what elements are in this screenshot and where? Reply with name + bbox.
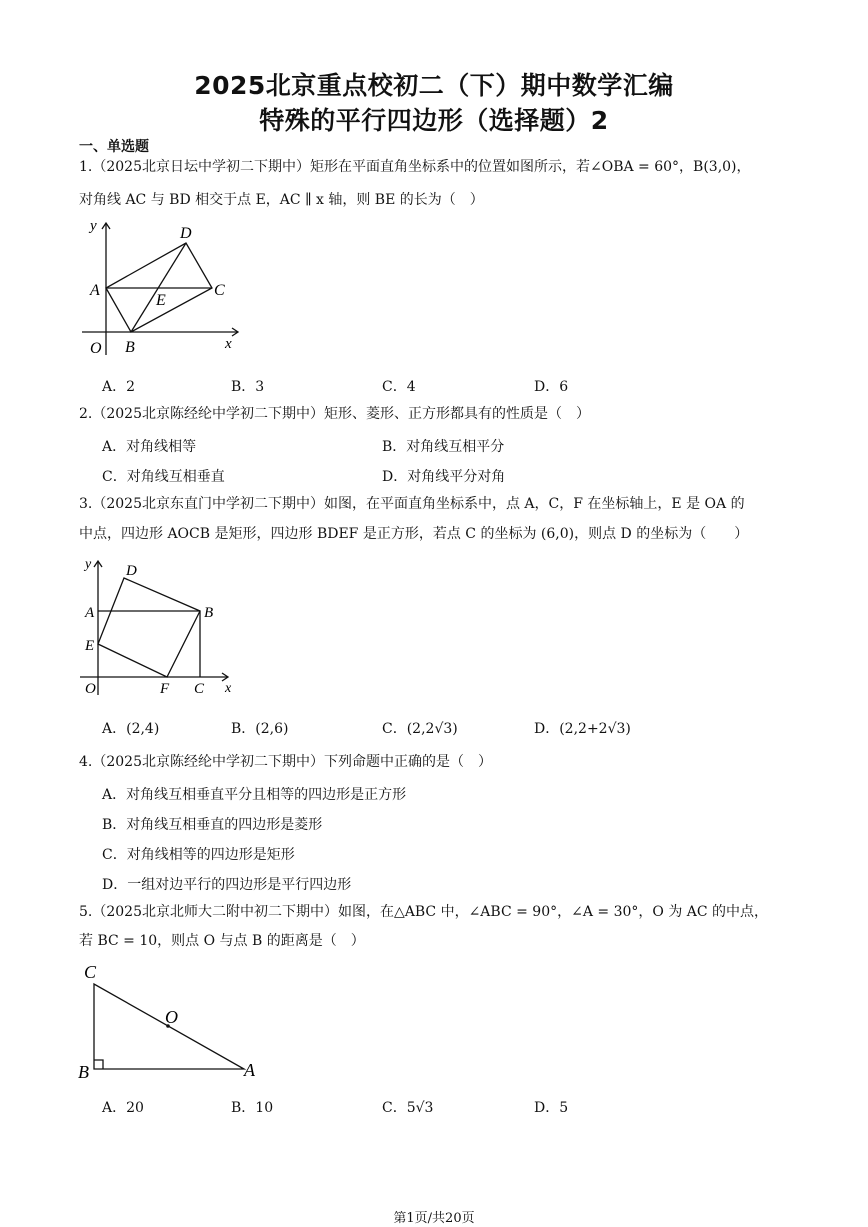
fig3-b-label: B [204,605,214,621]
q5-option-b[interactable]: B．10 [231,1100,274,1116]
q4-option-b[interactable]: B．对角线互相垂直的四边形是菱形 [102,817,323,833]
q1-option-d[interactable]: D．6 [534,379,569,395]
q5-option-d[interactable]: D．5 [534,1100,569,1116]
q3-option-a[interactable]: A．(2,4) [102,721,160,737]
q4-option-d[interactable]: D．一组对边平行的四边形是平行四边形 [102,877,352,893]
question-1-line1: 1.（2025北京日坛中学初二下期中）矩形在平面直角坐标系中的位置如图所示，若∠OBA = 60°，B(3,0)， [79,159,751,175]
question-1-figure [80,215,245,360]
question-3-figure [80,553,240,698]
fig5-c-label: C [84,962,97,982]
fig1-d-label: D [180,225,192,242]
q3-option-c[interactable]: C．(2,2√3) [382,721,458,737]
question-5-figure [78,960,263,1085]
q3-option-d[interactable]: D．(2,2+2√3) [534,721,631,737]
q1-option-c[interactable]: C．4 [382,379,416,395]
q4-option-c[interactable]: C．对角线相等的四边形是矩形 [102,847,295,863]
page-title: 2025北京重点校初二（下）期中数学汇编 [194,71,674,100]
q2-option-c[interactable]: C．对角线互相垂直 [102,469,225,485]
fig1-x-label: x [225,336,232,352]
q2-option-d[interactable]: D．对角线平分对角 [382,469,506,485]
fig3-f-label: F [160,681,170,697]
question-3-line2: 中点，四边形 AOCB 是矩形，四边形 BDEF 是正方形，若点 C 的坐标为 (6,0)，则点 D 的坐标为（ ） [79,526,749,542]
q1-option-b[interactable]: B．3 [231,379,265,395]
fig1-y-label: y [90,218,97,234]
q5-option-c[interactable]: C．5√3 [382,1100,434,1116]
fig5-b-label: B [78,1062,89,1082]
question-5-line1: 5.（2025北京北师大二附中初二下期中）如图，在△ABC 中，∠ABC = 90°，∠A = 30°，O 为 AC 的中点， [79,904,769,920]
q4-option-a[interactable]: A．对角线互相垂直平分且相等的四边形是正方形 [102,787,407,803]
q3-option-b[interactable]: B．(2,6) [231,721,289,737]
fig1-e-label: E [156,292,166,309]
fig3-y-label: y [85,557,92,572]
question-1-line2: 对角线 AC 与 BD 相交于点 E，AC ∥ x 轴，则 BE 的长为（ ） [79,192,484,208]
fig3-x-label: x [225,681,232,696]
fig3-c-label: C [194,681,205,697]
q2-option-a[interactable]: A．对角线相等 [102,439,197,455]
question-5-line2: 若 BC = 10，则点 O 与点 B 的距离是（ ） [79,933,365,949]
fig3-o-label: O [85,681,96,697]
fig1-o-label: O [90,340,102,357]
q5-option-a[interactable]: A．20 [102,1100,144,1116]
fig3-a-label: A [85,605,95,621]
fig3-e-label: E [85,638,95,654]
question-4-line1: 4.（2025北京陈经纶中学初二下期中）下列命题中正确的是（ ） [79,754,492,770]
question-3-line1: 3.（2025北京东直门中学初二下期中）如图，在平面直角坐标系中，点 A，C，F 在坐标轴上，E 是 OA 的 [79,496,745,512]
fig3-d-label: D [126,563,137,579]
question-2-line1: 2.（2025北京陈经纶中学初二下期中）矩形、菱形、正方形都具有的性质是（ ） [79,406,590,422]
fig1-a-label: A [90,282,100,299]
page-number: 第1页/共20页 [393,1211,475,1226]
page-subtitle: 特殊的平行四边形（选择题）2 [259,106,609,135]
fig5-a-label: A [244,1060,255,1080]
fig5-o-label: O [165,1007,178,1027]
fig1-b-label: B [125,339,135,356]
q1-option-a[interactable]: A．2 [102,379,136,395]
q2-option-b[interactable]: B．对角线互相平分 [382,439,505,455]
section-heading: 一、单选题 [79,139,149,155]
fig1-c-label: C [214,282,225,299]
